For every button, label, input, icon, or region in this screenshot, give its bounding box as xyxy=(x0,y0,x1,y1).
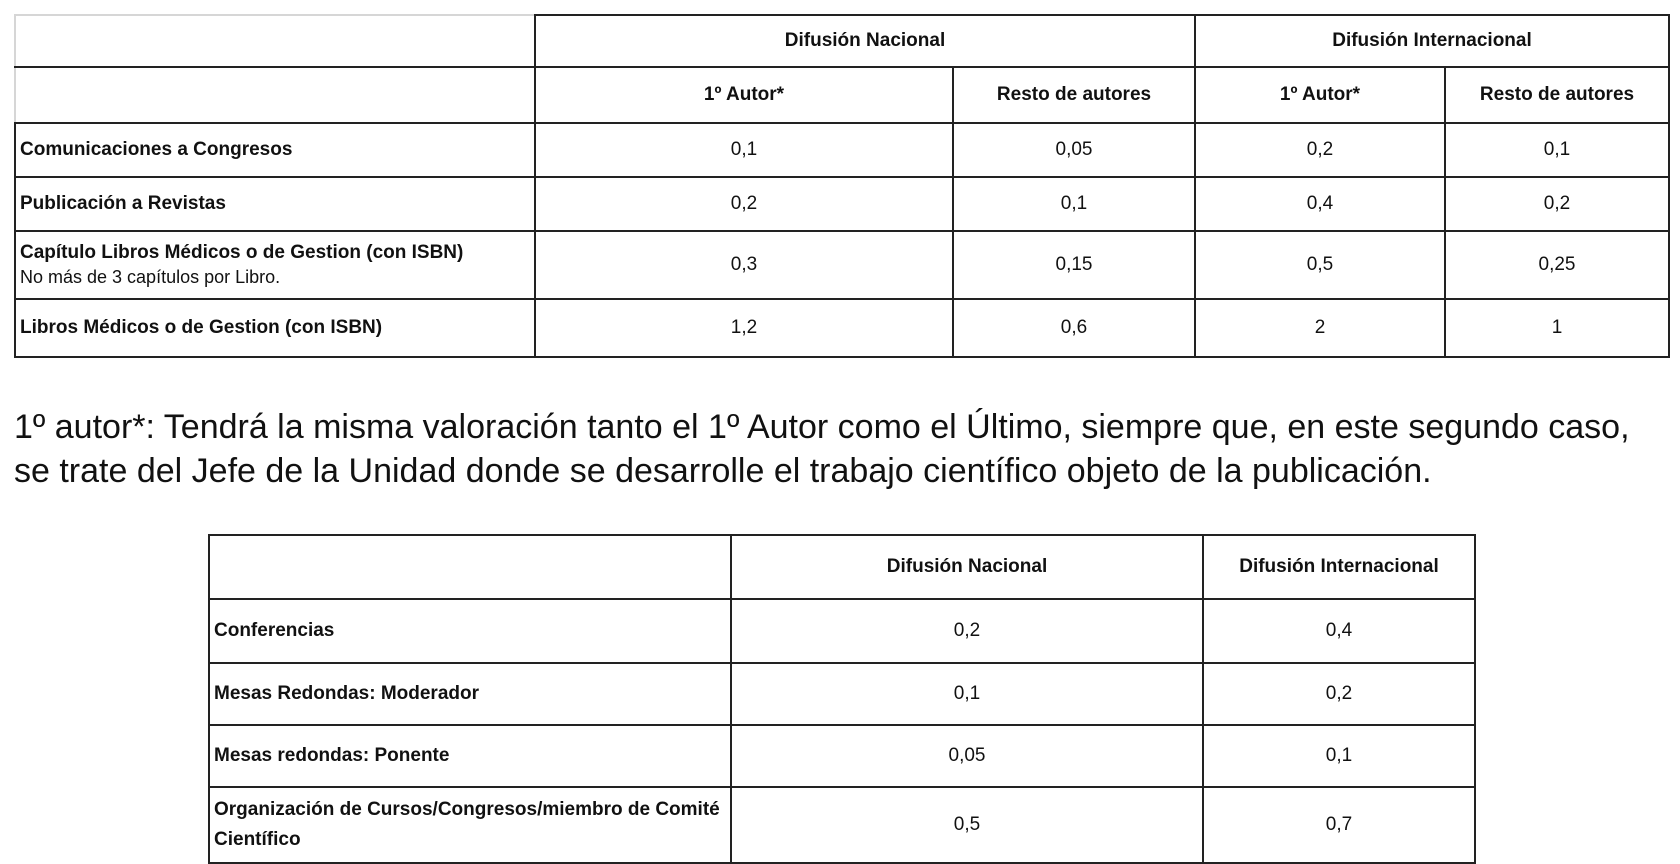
header-nacional-primer-autor: 1º Autor* xyxy=(535,67,953,123)
row-label: Capítulo Libros Médicos o de Gestion (con ISBN) xyxy=(20,242,464,263)
value-cell: 0,1 xyxy=(731,663,1203,725)
table-row xyxy=(15,123,1669,177)
row-label: Mesas redondas: Ponente xyxy=(209,725,731,787)
publications-table xyxy=(14,14,1670,358)
header-difusion-internacional: Difusión Internacional xyxy=(1203,535,1475,599)
value-cell: 0,6 xyxy=(953,299,1195,357)
value-cell: 0,2 xyxy=(731,599,1203,663)
header-nacional-resto-autores: Resto de autores xyxy=(953,67,1195,123)
value-cell: 1 xyxy=(1445,299,1669,357)
value-cell: 0,4 xyxy=(1195,177,1445,231)
value-cell: 2 xyxy=(1195,299,1445,357)
value-cell: 0,2 xyxy=(1445,177,1669,231)
table-row xyxy=(209,663,1475,725)
value-cell: 0,1 xyxy=(1445,123,1669,177)
value-cell: 0,2 xyxy=(1203,663,1475,725)
value-cell: 0,2 xyxy=(1195,123,1445,177)
value-cell: 0,25 xyxy=(1445,231,1669,299)
corner-cell xyxy=(209,535,731,599)
value-cell: 0,5 xyxy=(1195,231,1445,299)
header-internacional-primer-autor: 1º Autor* xyxy=(1195,67,1445,123)
corner-cell xyxy=(15,67,535,123)
header-difusion-nacional: Difusión Nacional xyxy=(731,535,1203,599)
row-note: No más de 3 capítulos por Libro. xyxy=(20,267,281,287)
table-row xyxy=(15,231,1669,299)
row-label: Mesas Redondas: Moderador xyxy=(209,663,731,725)
header-row xyxy=(209,535,1475,599)
value-cell: 1,2 xyxy=(535,299,953,357)
value-cell: 0,15 xyxy=(953,231,1195,299)
row-label: Conferencias xyxy=(209,599,731,663)
table-row xyxy=(209,787,1475,863)
header-difusion-nacional: Difusión Nacional xyxy=(535,15,1195,67)
group-header-row xyxy=(15,15,1669,67)
row-label-cell xyxy=(15,231,535,299)
sub-header-row xyxy=(15,67,1669,123)
value-cell: 0,05 xyxy=(731,725,1203,787)
table-row xyxy=(209,599,1475,663)
table-row xyxy=(15,299,1669,357)
header-internacional-resto-autores: Resto de autores xyxy=(1445,67,1669,123)
corner-cell xyxy=(15,15,535,67)
value-cell: 0,1 xyxy=(535,123,953,177)
table-row xyxy=(209,725,1475,787)
header-difusion-internacional: Difusión Internacional xyxy=(1195,15,1669,67)
value-cell: 0,05 xyxy=(953,123,1195,177)
value-cell: 0,4 xyxy=(1203,599,1475,663)
row-label: Comunicaciones a Congresos xyxy=(15,123,535,177)
value-cell: 0,3 xyxy=(535,231,953,299)
value-cell: 0,1 xyxy=(1203,725,1475,787)
activities-table xyxy=(208,534,1476,864)
value-cell: 0,7 xyxy=(1203,787,1475,863)
value-cell: 0,5 xyxy=(731,787,1203,863)
footnote: 1º autor*: Tendrá la misma valoración tanto el 1º Autor como el Último, siempre que, en este segundo caso, se trate del Jefe de la Unidad donde se desarrolle el trabajo científico objeto de la publicación. xyxy=(14,408,1630,490)
table-row xyxy=(15,177,1669,231)
value-cell: 0,1 xyxy=(953,177,1195,231)
row-label: Libros Médicos o de Gestion (con ISBN) xyxy=(15,299,535,357)
row-label: Organización de Cursos/Congresos/miembro de Comité Científico xyxy=(209,787,731,863)
row-label: Publicación a Revistas xyxy=(15,177,535,231)
value-cell: 0,2 xyxy=(535,177,953,231)
